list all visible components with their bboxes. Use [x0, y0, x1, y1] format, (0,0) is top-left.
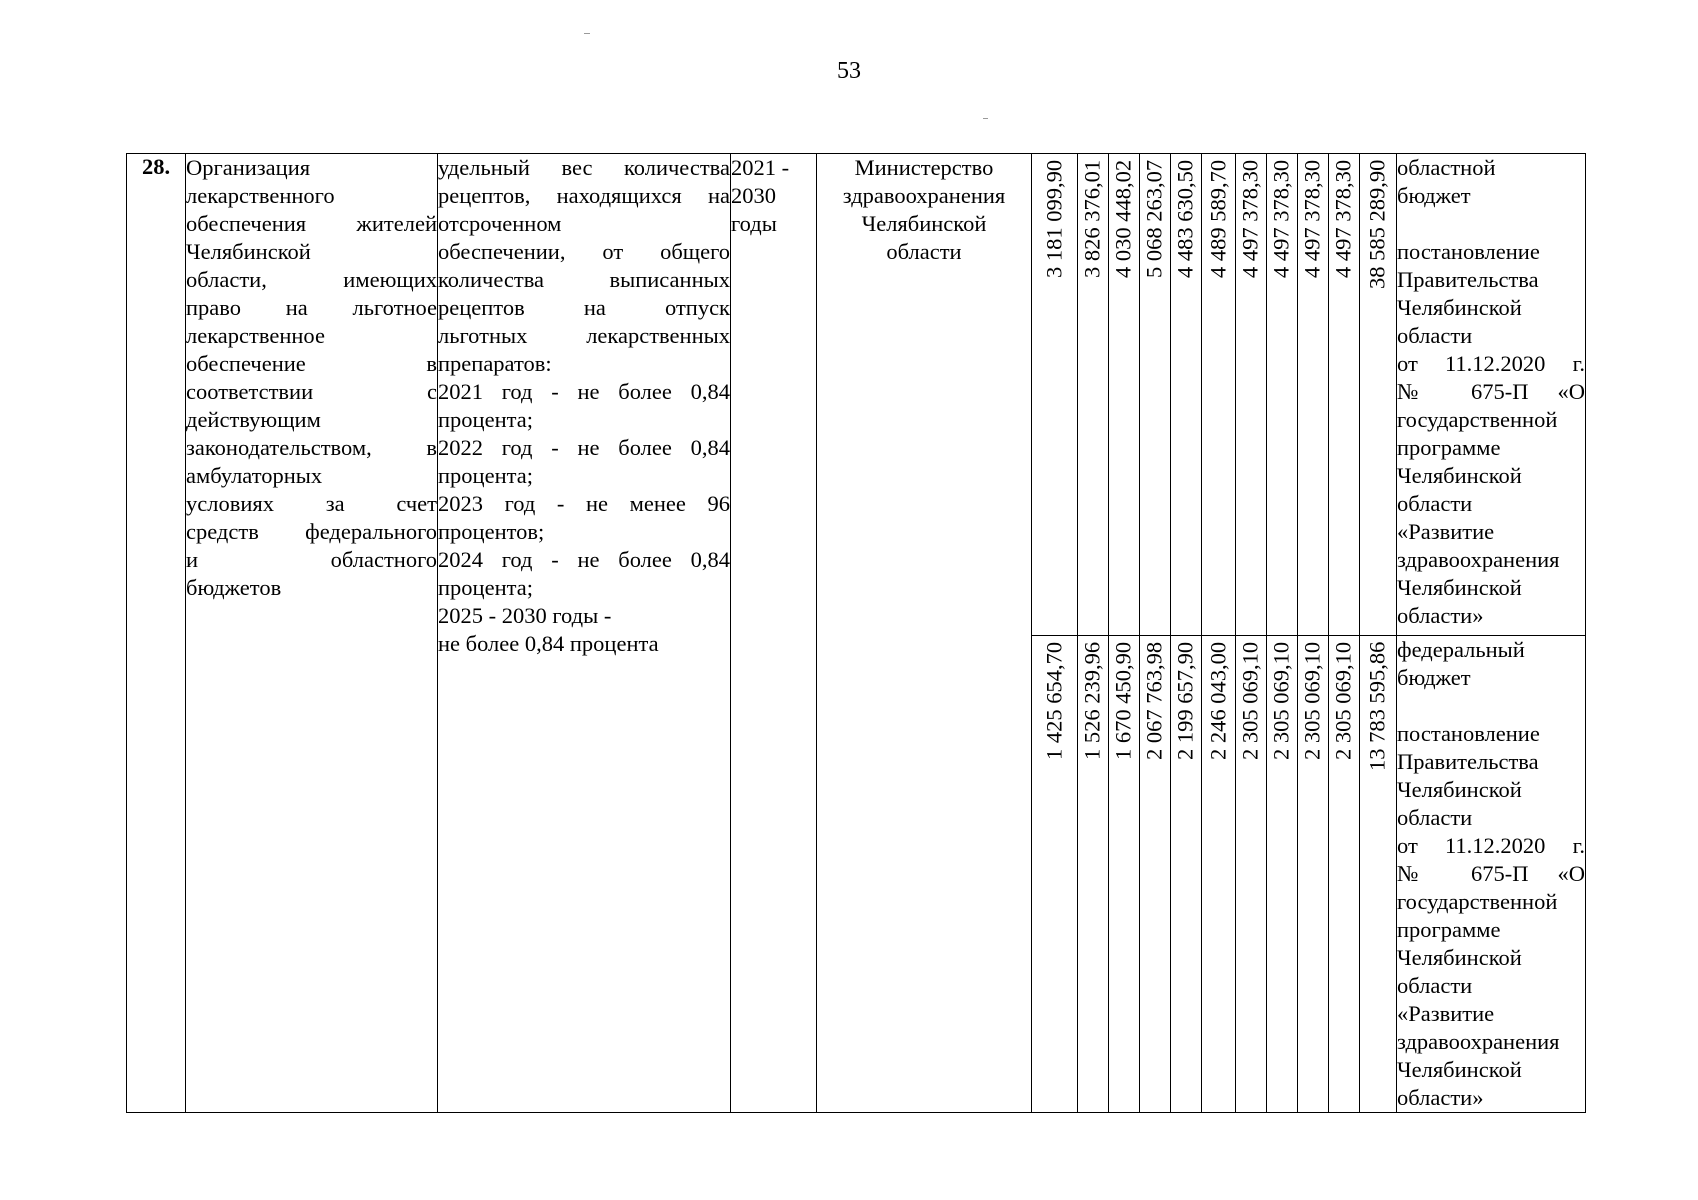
text-line: государственной	[1397, 889, 1558, 914]
funding-value: 4 497 378,30	[1330, 159, 1356, 278]
line-gap	[1397, 692, 1585, 720]
text-line: не более 0,84 процента	[438, 631, 659, 656]
value-cell	[1140, 154, 1171, 636]
value-cell	[1171, 636, 1202, 1113]
row-number: 28.	[127, 154, 186, 1113]
text-line: области	[1397, 973, 1473, 998]
value-cell	[1109, 154, 1140, 636]
value-cell	[1298, 636, 1329, 1113]
funding-value: 4 483 630,50	[1172, 159, 1198, 278]
funding-value: 4 497 378,30	[1268, 159, 1294, 278]
text-line: Правительства	[1397, 749, 1539, 774]
text-line: амбулаторных	[186, 463, 323, 488]
value-cell	[1267, 636, 1298, 1113]
value-cell	[1236, 154, 1267, 636]
funding-source-federal	[1397, 636, 1586, 1113]
text-line: «Развитие	[1397, 1001, 1495, 1026]
text-line: «Развитие	[1397, 519, 1495, 544]
text-line: области	[1397, 491, 1473, 516]
text-line: области, имеющих	[186, 267, 437, 292]
text-line: области»	[1397, 1085, 1484, 1110]
funding-value: 5 068 263,07	[1141, 159, 1167, 278]
text-line: отсроченном	[438, 211, 562, 236]
text-line: постановление	[1397, 239, 1540, 264]
funding-value: 1 526 239,96	[1079, 641, 1105, 760]
text-line: области	[1397, 323, 1473, 348]
scan-mark	[584, 33, 590, 34]
text-line: обеспечения жителей	[186, 211, 437, 236]
funding-value: 1 670 450,90	[1110, 641, 1136, 760]
text-line: условиях за счет	[186, 491, 437, 516]
table-row	[127, 154, 1586, 636]
text-line: программе	[1397, 917, 1501, 942]
funding-value: 2 305 069,10	[1330, 641, 1356, 760]
text-line: № 675-П «О	[1397, 379, 1585, 404]
text-line: государственной	[1397, 407, 1558, 432]
text-line: постановление	[1397, 721, 1540, 746]
text-line: Челябинской	[1397, 777, 1522, 802]
value-cell	[1109, 636, 1140, 1113]
funding-value: 2 067 763,98	[1141, 641, 1167, 760]
value-cell	[1360, 154, 1397, 636]
text-line: Челябинской	[1397, 463, 1522, 488]
value-cell	[1267, 154, 1298, 636]
funding-value: 4 030 448,02	[1110, 159, 1136, 278]
text-line: право на льготное	[186, 295, 437, 320]
text-line: бюджетов	[186, 575, 282, 600]
text-line: здравоохранения	[842, 183, 1006, 208]
executor-cell	[817, 154, 1032, 1113]
indicator-description	[438, 154, 731, 1113]
text-line: годы	[731, 211, 777, 236]
text-line: 2021 -	[731, 155, 790, 180]
value-cell	[1329, 154, 1360, 636]
value-cell	[1298, 154, 1329, 636]
text-line: бюджет	[1397, 665, 1471, 690]
value-cell	[1171, 154, 1202, 636]
value-cell	[1236, 636, 1267, 1113]
scan-mark	[983, 118, 988, 119]
funding-value: 4 497 378,30	[1299, 159, 1325, 278]
text-line: 2021 год - не более 0,84	[438, 379, 730, 404]
value-cell	[1202, 154, 1236, 636]
text-line: № 675-П «О	[1397, 861, 1585, 886]
text-line: здравоохранения	[1397, 1029, 1560, 1054]
line-gap	[1397, 210, 1585, 238]
text-line: программе	[1397, 435, 1501, 460]
text-line: препаратов:	[438, 351, 552, 376]
funding-source-regional	[1397, 154, 1586, 636]
value-cell	[1202, 636, 1236, 1113]
text-line: бюджет	[1397, 183, 1471, 208]
text-line: Челябинской	[186, 239, 311, 264]
value-cell	[1360, 636, 1397, 1113]
measure-name	[186, 154, 438, 1113]
text-line: здравоохранения	[1397, 547, 1560, 572]
text-line: Организация	[186, 155, 311, 180]
text-line: Челябинской	[1397, 1057, 1522, 1082]
text-line: обеспечении, от общего	[438, 239, 730, 264]
funding-total: 38 585 289,90	[1364, 159, 1390, 289]
period-cell	[731, 154, 817, 1113]
value-cell	[1078, 636, 1109, 1113]
value-cell	[1032, 154, 1078, 636]
page-number: 53	[837, 58, 861, 84]
funding-value: 1 425 654,70	[1041, 641, 1066, 760]
text-line: областной	[1397, 155, 1496, 180]
text-line: 2022 год - не более 0,84	[438, 435, 730, 460]
text-line: Челябинской	[1397, 295, 1522, 320]
text-line: количества выписанных	[438, 267, 730, 292]
text-line: Челябинской	[1397, 945, 1522, 970]
text-line: льготных лекарственных	[438, 323, 730, 348]
text-line: 2024 год - не более 0,84	[438, 547, 730, 572]
text-line: процента;	[438, 463, 533, 488]
funding-total: 13 783 595,86	[1364, 641, 1390, 771]
text-line: удельный вес количества	[438, 155, 730, 180]
text-line: от 11.12.2020 г.	[1397, 351, 1585, 376]
funding-value: 2 199 657,90	[1172, 641, 1198, 760]
text-line: действующим	[186, 407, 321, 432]
text-line: от 11.12.2020 г.	[1397, 833, 1585, 858]
text-line: области	[886, 239, 962, 264]
text-line: законодательством, в	[186, 435, 437, 460]
funding-value: 2 246 043,00	[1205, 641, 1230, 760]
funding-value: 3 826 376,01	[1079, 159, 1105, 278]
text-line: процентов;	[438, 519, 545, 544]
text-line: процента;	[438, 407, 533, 432]
text-line: процента;	[438, 575, 533, 600]
text-line: лекарственное	[186, 323, 325, 348]
funding-value: 4 489 589,70	[1205, 159, 1230, 278]
text-line: рецептов на отпуск	[438, 295, 730, 320]
text-line: рецептов, находящихся на	[438, 183, 730, 208]
text-line: Правительства	[1397, 267, 1539, 292]
text-line: лекарственного	[186, 183, 335, 208]
funding-value: 3 181 099,90	[1041, 159, 1066, 278]
text-line: области»	[1397, 603, 1484, 628]
text-line: Челябинской	[861, 211, 987, 236]
text-line: федеральный	[1397, 637, 1525, 662]
text-line: 2025 - 2030 годы -	[438, 603, 612, 628]
text-line: обеспечение в	[186, 351, 437, 376]
text-line: соответствии с	[186, 379, 437, 404]
value-cell	[1329, 636, 1360, 1113]
funding-value: 4 497 378,30	[1237, 159, 1263, 278]
value-cell	[1032, 636, 1078, 1113]
text-line: средств федерального	[186, 519, 437, 544]
text-line: области	[1397, 805, 1473, 830]
funding-value: 2 305 069,10	[1237, 641, 1263, 760]
value-cell	[1140, 636, 1171, 1113]
text-line: и областного	[186, 547, 437, 572]
text-line: Челябинской	[1397, 575, 1522, 600]
program-table	[126, 153, 1586, 1113]
text-line: Министерство	[854, 155, 994, 180]
text-line: 2023 год - не менее 96	[438, 491, 730, 516]
value-cell	[1078, 154, 1109, 636]
funding-value: 2 305 069,10	[1268, 641, 1294, 760]
funding-value: 2 305 069,10	[1299, 641, 1325, 760]
text-line: 2030	[731, 183, 776, 208]
